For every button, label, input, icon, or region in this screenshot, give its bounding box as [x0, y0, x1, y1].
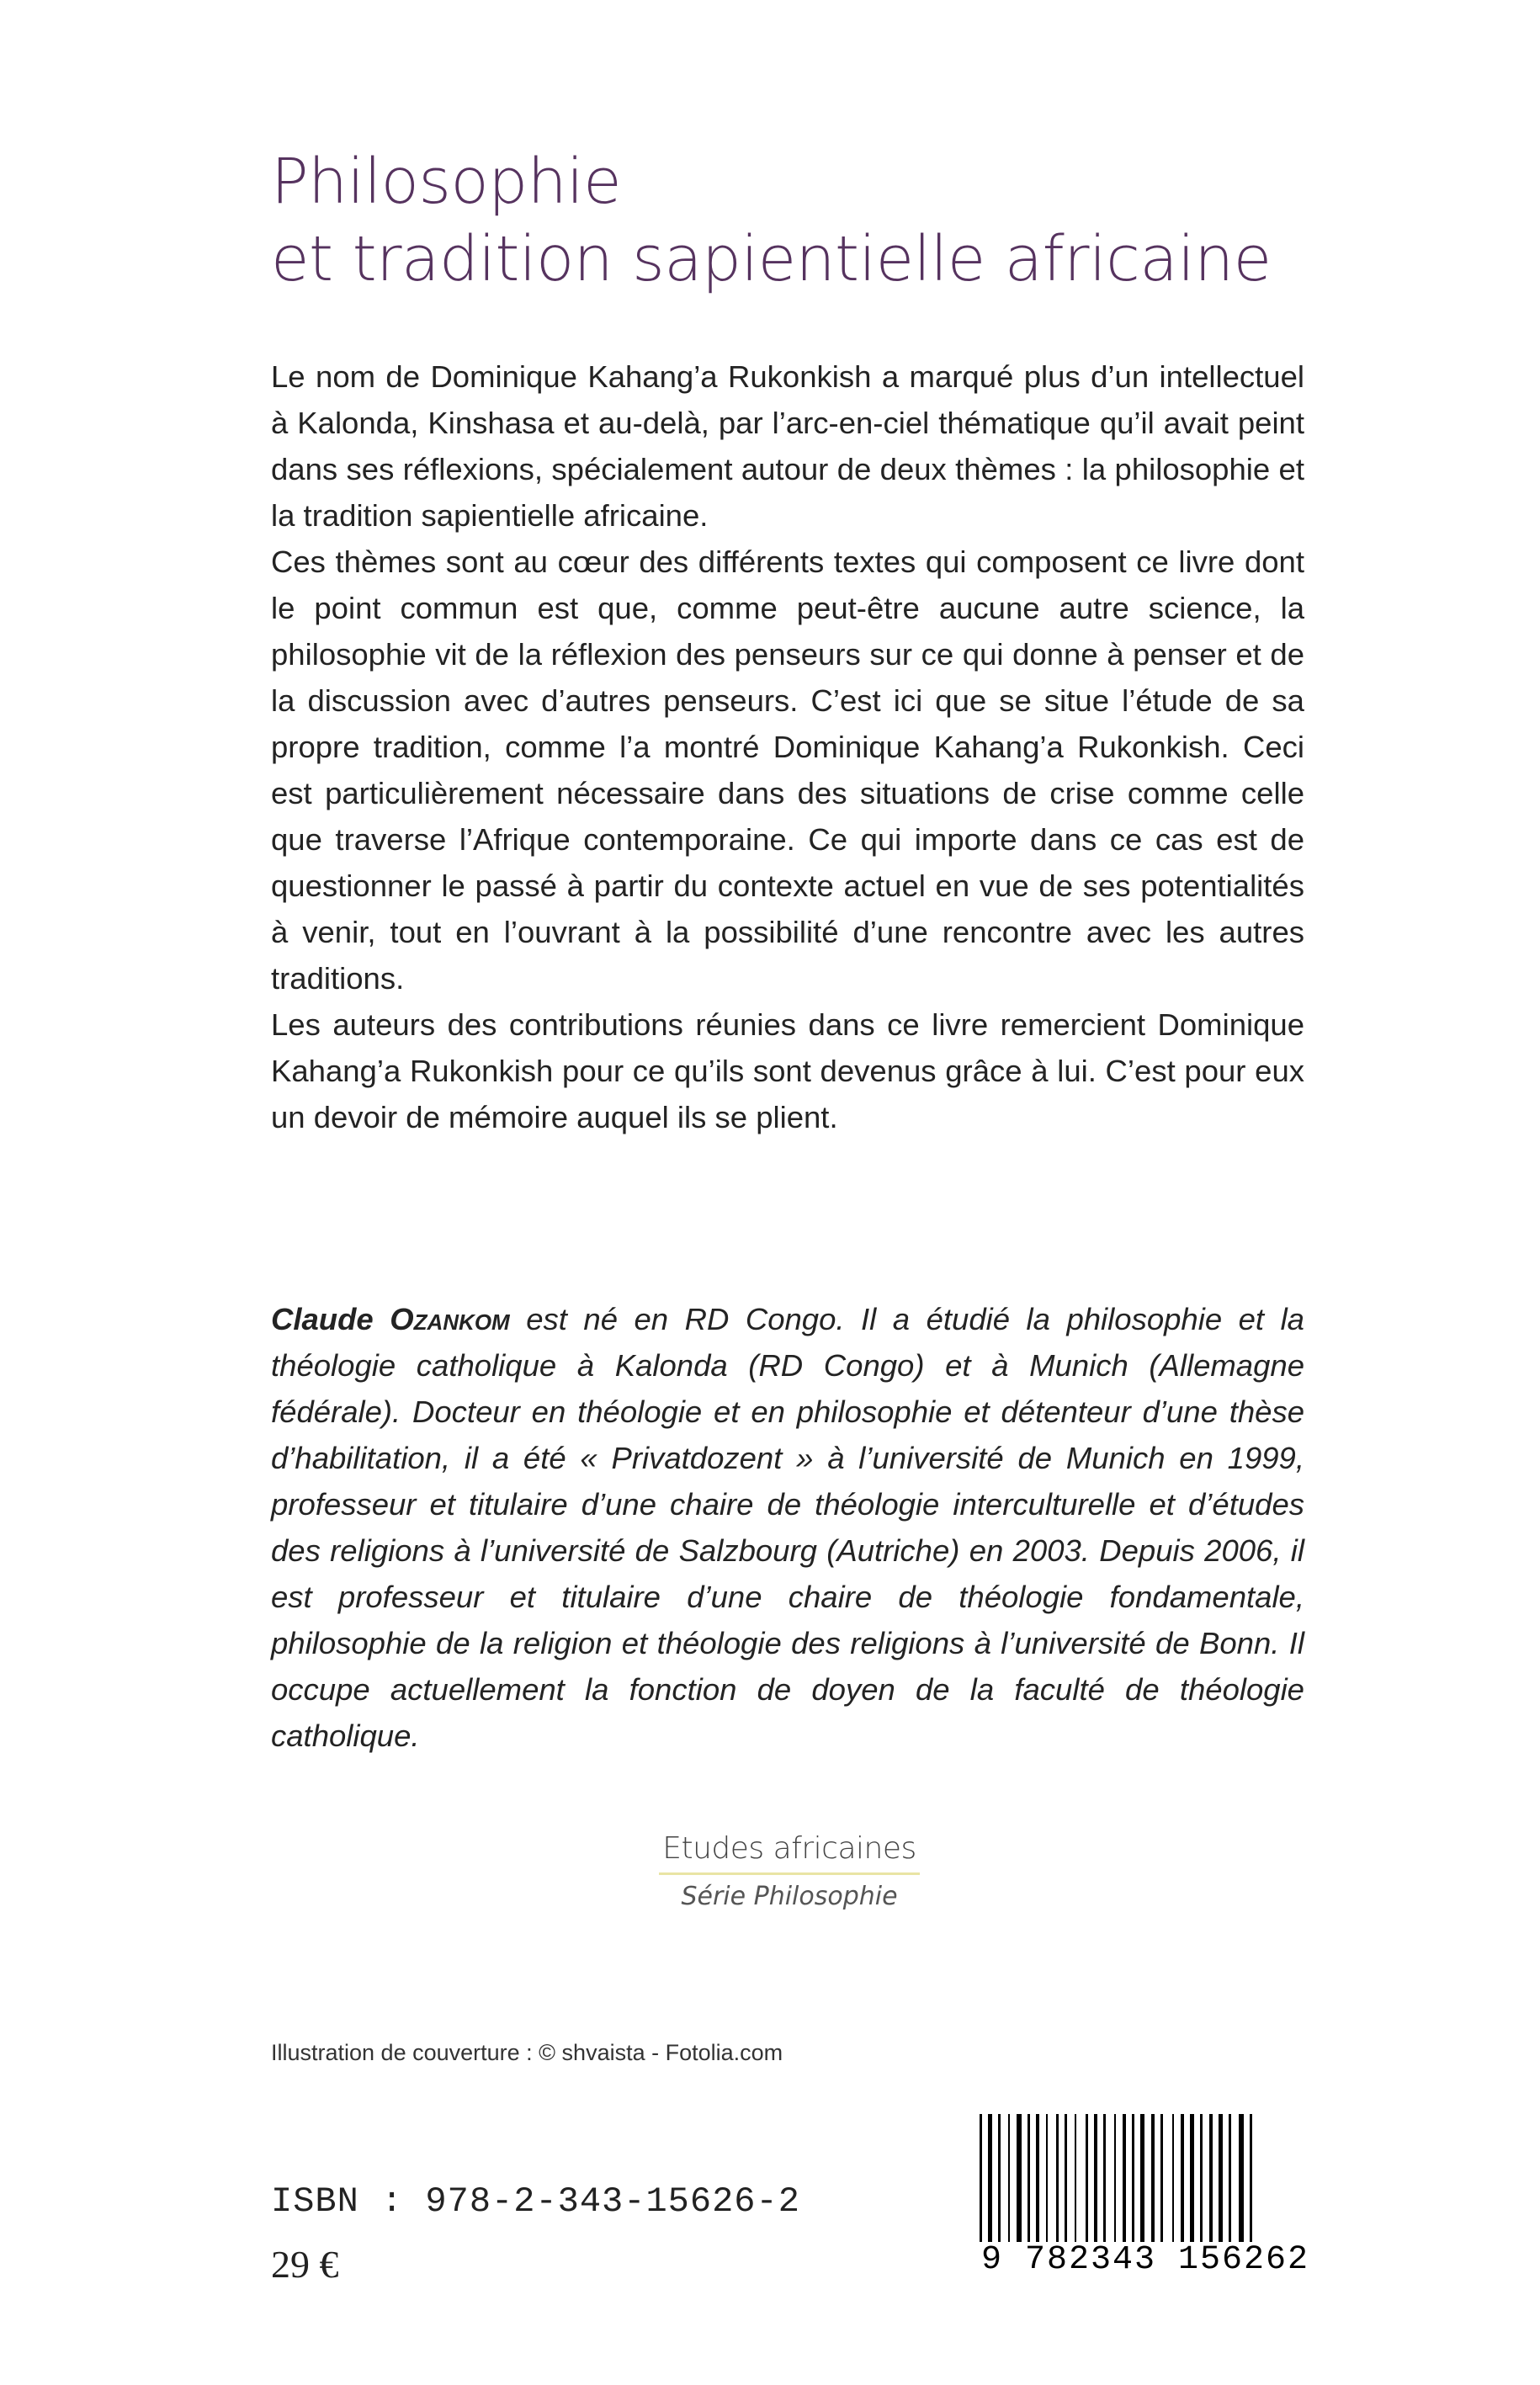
- cover-credit: Illustration de couverture : © shvaista - Fotolia.com: [271, 2040, 783, 2065]
- book-description: [271, 353, 1304, 1140]
- author-bio: [271, 1296, 1304, 1759]
- barcode: [978, 2114, 1310, 2279]
- title-line-2: et tradition sapientielle africaine: [271, 223, 1272, 295]
- barcode-digits: 9 782343 156262: [978, 2242, 1303, 2279]
- author-first-name: Claude: [271, 1302, 374, 1336]
- description-paragraph: Ces thèmes sont au cœur des différents textes qui composent ce livre dont le point commun est que, comme peut-être aucune autre science, la philosophie vit de la réflexion des penseurs sur ce qui donne à penser et de la discussion avec d’autres penseurs. C’est ici que se situe l’étude de sa propre tradition, comme l’a montré Dominique Kahang’a Rukonkish. Ceci est particulièrement nécessaire dans des situations de crise comme celle que traverse l’Afrique contemporaine. Ce qui importe dans ce cas est de questionner le passé à partir du contexte actuel en vue de ses potentialités à venir, tout en l’ouvrant à la possibilité d’une rencontre avec les autres traditions.: [271, 544, 1304, 996]
- description-paragraph: Les auteurs des contributions réunies dans ce livre remercient Dominique Kahang’a Rukonkish pour ce qu’ils sont devenus grâce à lui. C’est pour eux un devoir de mémoire auquel ils se plient.: [271, 1007, 1304, 1134]
- series-block: [659, 1831, 920, 1911]
- isbn: ISBN : 978-2-343-15626-2: [271, 2181, 800, 2222]
- title-line-1: Philosophie: [271, 146, 622, 218]
- description-paragraph: Le nom de Dominique Kahang’a Rukonkish a marqué plus d’un intellectuel à Kalonda, Kinshasa et au-delà, par l’arc-en-ciel thématique qu’il avait peint dans ses réflexions, spécialement autour de deux thèmes : la philosophie et la tradition sapientielle africaine.: [271, 359, 1304, 533]
- series-subtitle: Série Philosophie: [681, 1882, 898, 1911]
- author-last-name: Ozankom: [390, 1302, 510, 1336]
- price: 29 €: [271, 2243, 339, 2286]
- author-name: [271, 1302, 510, 1336]
- series-name: Etudes africaines: [659, 1831, 920, 1875]
- book-title: [271, 143, 1272, 298]
- author-bio-text: est né en RD Congo. Il a étudié la philosophie et la théologie catholique à Kalonda (RD Congo) et à Munich (Allemagne fédérale). Docteur en théologie et en philosophie et détenteur d’une thèse d’habilitation, il a été « Privatdozent » à l’université de Munich en 1999, professeur et titulaire d’une chaire de théologie interculturelle et d’études des religions à l’université de Salzbourg (Autriche) en 2003. Depuis 2006, il est professeur et titulaire d’une chaire de théologie fondamentale, philosophie de la religion et théologie des religions à l’université de Bonn. Il occupe actuellement la fonction de doyen de la faculté de théologie catholique.: [271, 1302, 1304, 1753]
